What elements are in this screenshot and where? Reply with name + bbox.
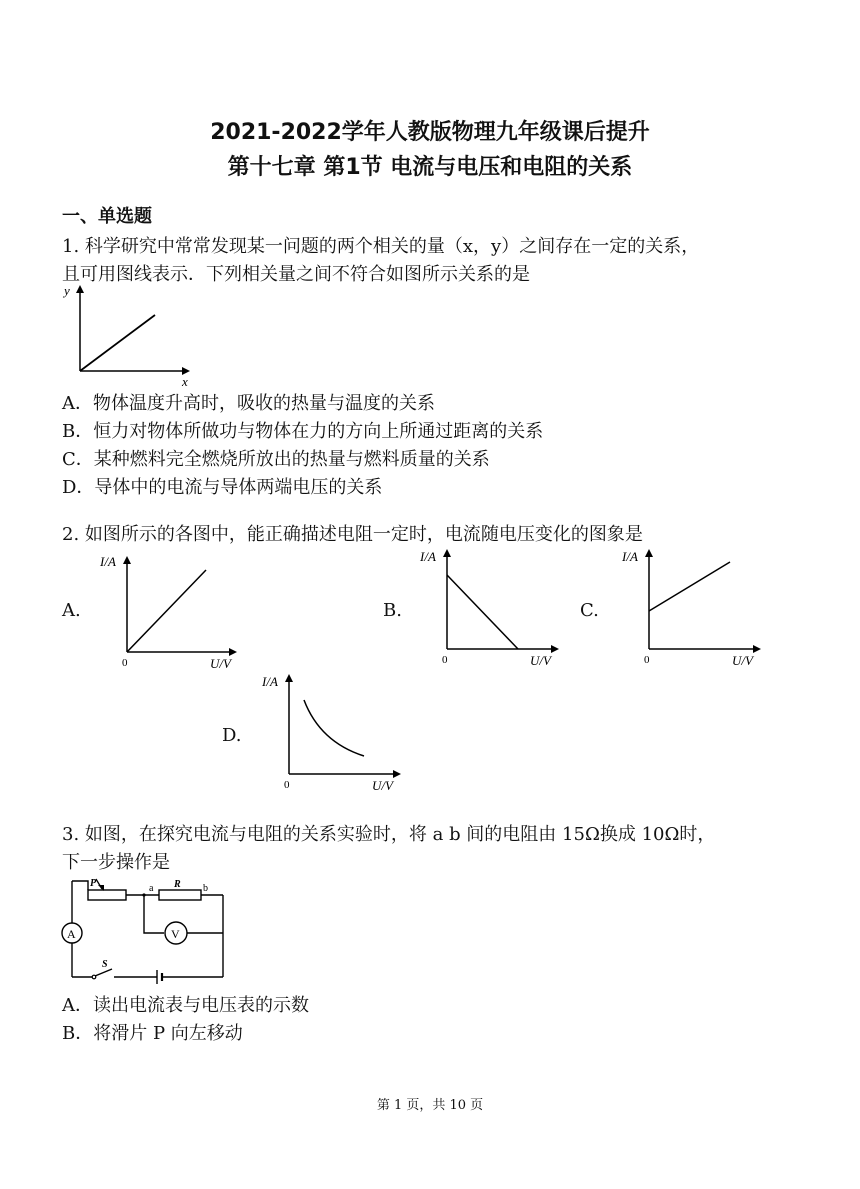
q2-graph-c-xlabel: U/V [732,653,753,668]
q2-graph-b [418,545,560,671]
q2-option-b-label[interactable]: B. [383,600,402,621]
q2-graph-d-curve [304,700,364,756]
q2-graph-a-line [127,570,206,652]
q3-option-a[interactable]: A．读出电流表与电压表的示数 [62,995,309,1016]
q2-graph-d [260,670,402,796]
page-footer: 第 1 页，共 10 页 [376,1098,484,1113]
q3-stem-line2: 下一步操作是 [62,852,170,873]
q2-graph-c-origin: 0 [644,654,650,666]
resistor [159,890,201,900]
q2-graph-b-origin: 0 [442,654,448,666]
q2-graph-a [98,548,238,672]
q2-graph-c-line [649,562,730,611]
q1-graph-y-arrow [76,285,84,293]
node-label-a: a [149,883,154,894]
q1-stem-line1: 1. 科学研究中常常发现某一问题的两个相关的量（x，y）之间存在一定的关系， [62,236,700,257]
document-title: 2021-2022学年人教版物理九年级课后提升 [210,120,650,145]
q1-graph-ylabel: y [64,283,70,298]
q1-option-c[interactable]: C．某种燃料完全燃烧所放出的热量与燃料质量的关系 [62,449,490,470]
q2-graph-b-line [447,575,518,649]
q2-option-c-label[interactable]: C. [580,600,599,621]
q2-graph-c-ylabel: I/A [622,549,638,564]
q2-graph-c [620,545,762,671]
q1-graph [60,283,200,388]
q2-option-d-label[interactable]: D. [222,725,242,746]
q2-graph-d-origin: 0 [284,779,290,791]
q2-graph-d-xlabel: U/V [372,778,393,793]
node-label-b: b [203,883,208,894]
q3-circuit [60,873,232,985]
q2-graph-a-ylabel: I/A [100,554,116,569]
q2-graph-b-ylabel: I/A [420,549,436,564]
q2-graph-a-origin: 0 [122,657,128,669]
ammeter-label: A [67,927,76,941]
slider-label-p: P [90,878,97,889]
q1-stem-line2: 且可用图线表示．下列相关量之间不符合如图所示关系的是 [62,264,530,285]
q2-option-a-label[interactable]: A. [62,600,81,621]
q1-graph-xlabel: x [182,374,188,388]
q1-option-d[interactable]: D．导体中的电流与导体两端电压的关系 [62,477,383,498]
q2-graph-d-ylabel: I/A [262,674,278,689]
q3-option-b[interactable]: B．将滑片 P 向左移动 [62,1023,243,1044]
q2-graph-a-xlabel: U/V [210,656,231,671]
q1-graph-line [80,315,155,371]
q1-option-a[interactable]: A．物体温度升高时，吸收的热量与温度的关系 [62,393,435,414]
q2-graph-b-xlabel: U/V [530,653,551,668]
document-subtitle: 第十七章 第1节 电流与电压和电阻的关系 [227,155,633,180]
rheostat [88,890,126,900]
section-heading: 一、单选题 [62,206,152,227]
q3-stem-line1: 3. 如图，在探究电流与电阻的关系实验时，将 a b 间的电阻由 15Ω换成 10Ω时， [62,824,716,845]
voltmeter-label: V [171,927,180,941]
switch-label: S [102,959,108,970]
q2-stem: 2. 如图所示的各图中，能正确描述电阻一定时，电流随电压变化的图象是 [62,524,643,545]
switch [95,969,112,976]
q1-option-b[interactable]: B．恒力对物体所做功与物体在力的方向上所通过距离的关系 [62,421,544,442]
resistor-label-r: R [174,879,181,890]
